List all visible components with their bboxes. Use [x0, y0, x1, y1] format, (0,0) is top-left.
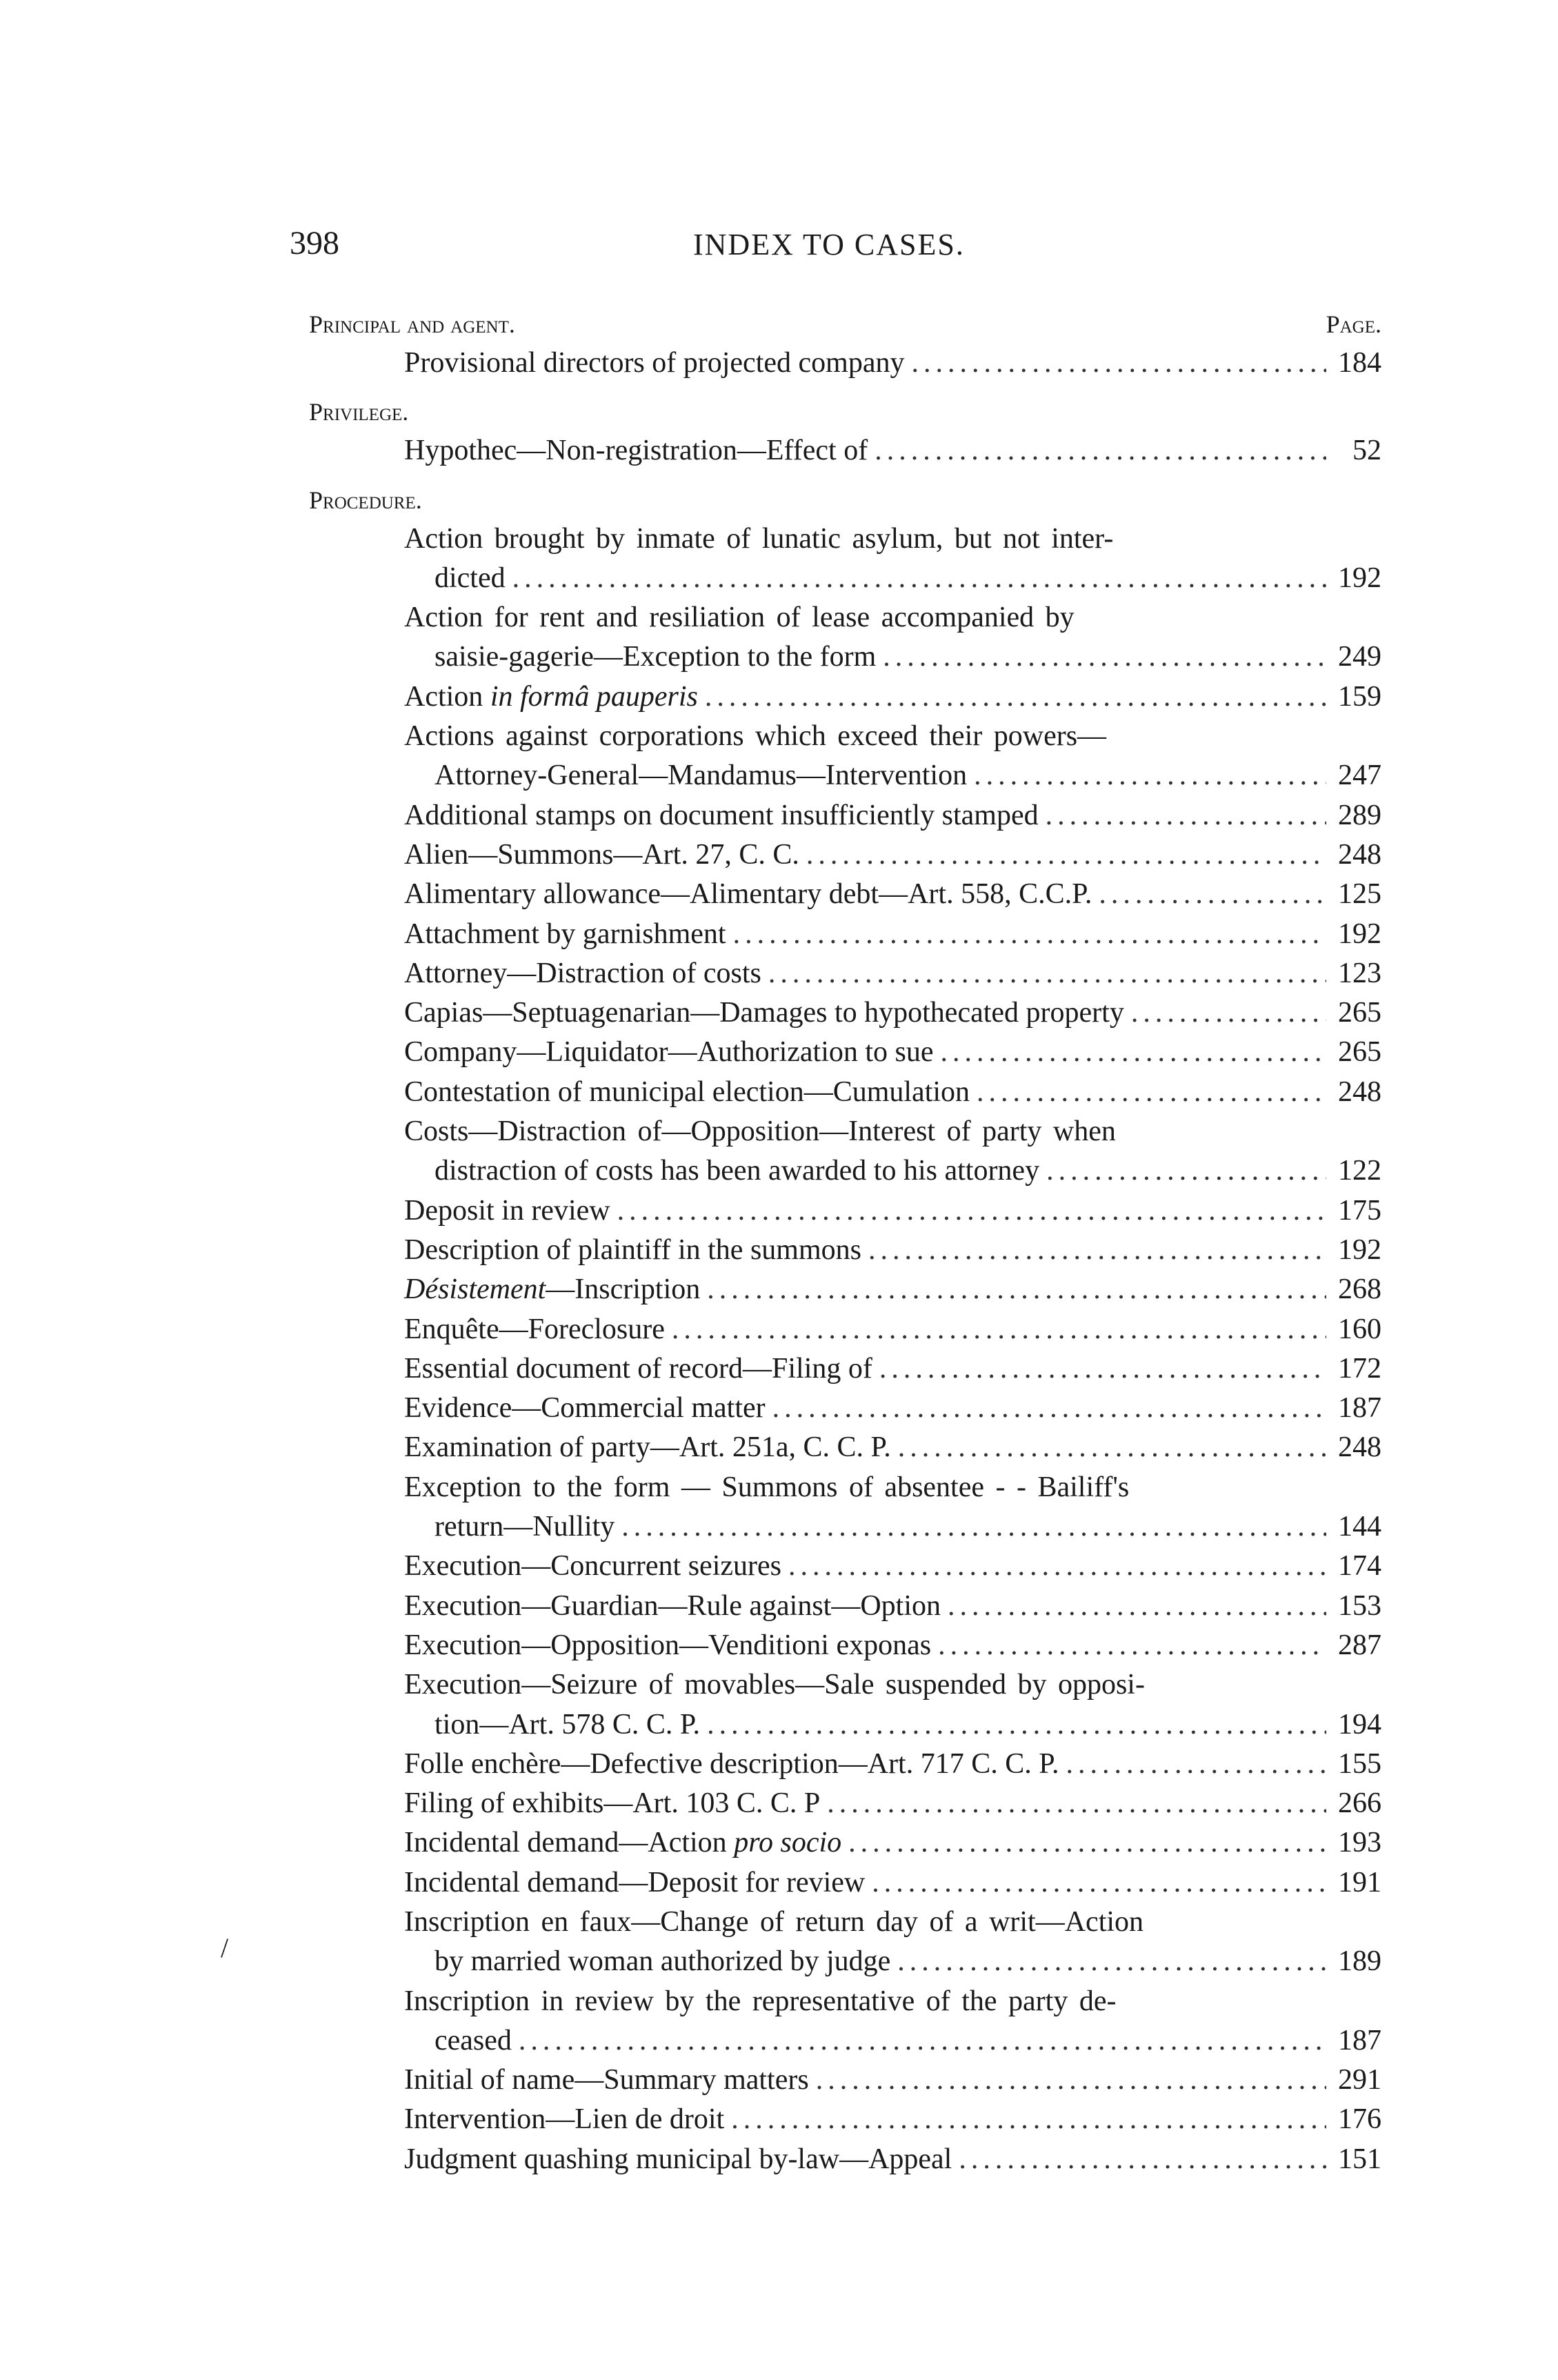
dot-leader: [938, 1626, 1326, 1665]
entry-text: Deposit in review: [404, 1194, 610, 1227]
entry-text: Inscription en faux—Change of return day of a writ—Action: [404, 1905, 1144, 1938]
index-entry: [309, 1389, 1381, 1428]
entry-page-number: 174: [1338, 1550, 1381, 1583]
dot-leader: [898, 1428, 1326, 1467]
dot-leader: [707, 1705, 1326, 1745]
section-heading-text: Privilege.: [309, 398, 409, 426]
page-header: [290, 224, 1379, 279]
entry-text: Execution—Opposition—Venditioni exponas: [404, 1629, 932, 1661]
entry-line: [404, 1468, 1381, 1507]
margin-mark: /: [221, 1932, 229, 1963]
dot-leader: [941, 1033, 1326, 1072]
entry-page-number: 52: [1352, 435, 1381, 467]
index-entry: [309, 717, 1381, 796]
entry-line: [404, 1033, 1381, 1072]
dot-leader: [519, 2021, 1326, 2061]
entry-continuation-line: [404, 1942, 1381, 1981]
entry-text: Execution—Guardian—Rule against—Option: [404, 1589, 941, 1622]
entry-page-number: 194: [1338, 1708, 1381, 1741]
entry-text: Désistement—Inscription: [404, 1273, 701, 1306]
entry-text: by married woman authorized by judge: [435, 1945, 891, 1978]
index-entry: [309, 1626, 1381, 1665]
entry-line: [404, 1587, 1381, 1626]
index-entry: [309, 993, 1381, 1033]
entry-page-number: 192: [1338, 1233, 1381, 1266]
entry-page-number: 160: [1338, 1313, 1381, 1345]
entry-text: Action for rent and resiliation of lease accompanied by: [404, 602, 1075, 634]
entry-text: Company—Liquidator—Authorization to sue: [404, 1036, 934, 1069]
index-entry: [309, 1903, 1381, 1982]
section-heading: [309, 391, 1381, 431]
index-entry: [309, 344, 1381, 383]
entry-line: [404, 431, 1381, 470]
dot-leader: [705, 677, 1326, 717]
entry-continuation-line: [404, 559, 1381, 598]
index-entry: [309, 677, 1381, 717]
entry-text: Incidental demand—Deposit for review: [404, 1866, 866, 1898]
index-entry: [309, 2061, 1381, 2100]
dot-leader: [1099, 875, 1326, 914]
dot-leader: [672, 1310, 1326, 1349]
entry-page-number: 187: [1338, 1392, 1381, 1425]
dot-leader: [883, 637, 1326, 677]
dot-leader: [868, 1231, 1326, 1270]
entry-text: Contestation of municipal election—Cumulation: [404, 1075, 970, 1108]
entry-page-number: 187: [1338, 2024, 1381, 2056]
dot-leader: [875, 431, 1326, 470]
entry-page-number: 193: [1338, 1827, 1381, 1859]
index-entry: [309, 875, 1381, 914]
entry-text: Intervention—Lien de droit: [404, 2103, 725, 2136]
entry-page-number: 184: [1338, 347, 1381, 379]
entry-page-number: 153: [1338, 1589, 1381, 1622]
index-entry: [309, 1428, 1381, 1467]
entry-text: Filing of exhibits—Art. 103 C. C. P: [404, 1787, 821, 1820]
dot-leader: [974, 756, 1326, 795]
entry-text: Execution—Seizure of movables—Sale suspended by opposi-: [404, 1669, 1145, 1701]
entry-line: [404, 519, 1381, 559]
entry-page-number: 289: [1338, 799, 1381, 831]
entry-text: Attachment by garnishment: [404, 918, 726, 950]
entry-page-number: 172: [1338, 1352, 1381, 1385]
entry-line: [404, 1428, 1381, 1467]
entry-page-number: 265: [1338, 1036, 1381, 1069]
entry-line: [404, 1270, 1381, 1309]
entry-text: Capias—Septuagenarian—Damages to hypothecated property: [404, 997, 1124, 1029]
entry-line: [404, 598, 1381, 637]
dot-leader: [1046, 796, 1326, 835]
index-entry: [309, 2140, 1381, 2179]
index-entry: [309, 1349, 1381, 1389]
entry-text: Attorney—Distraction of costs: [404, 957, 761, 989]
entry-page-number: 151: [1338, 2143, 1381, 2175]
dot-leader: [621, 1507, 1326, 1547]
index-entry: [309, 1863, 1381, 1903]
entry-text: Exception to the form — Summons of absentee - - Bailiff's: [404, 1471, 1130, 1503]
entry-line: [404, 993, 1381, 1033]
index-entry: [309, 796, 1381, 835]
entry-page-number: 159: [1338, 680, 1381, 713]
entry-line: [404, 1191, 1381, 1231]
entry-line: [404, 796, 1381, 835]
index-entry: [309, 1270, 1381, 1309]
index-entry: [309, 1745, 1381, 1784]
dot-leader: [948, 1587, 1326, 1626]
entry-text: Essential document of record—Filing of: [404, 1352, 872, 1385]
index-entry: [309, 835, 1381, 875]
index-entry: [309, 1784, 1381, 1823]
entry-page-number: 268: [1338, 1273, 1381, 1306]
index-entry: [309, 598, 1381, 677]
entry-text: distraction of costs has been awarded to his attorney: [435, 1155, 1040, 1187]
entry-line: [404, 1349, 1381, 1389]
dot-leader: [806, 835, 1326, 875]
entry-text: Additional stamps on document insufficiently stamped: [404, 799, 1039, 831]
dot-leader: [959, 2140, 1326, 2179]
page-number: 398: [290, 225, 339, 261]
entry-page-number: 248: [1338, 838, 1381, 871]
entry-page-number: 248: [1338, 1075, 1381, 1108]
index-entry: [309, 1191, 1381, 1231]
page-column-label: Page.: [1326, 310, 1381, 338]
dot-leader: [772, 1389, 1326, 1428]
entry-page-number: 191: [1338, 1866, 1381, 1898]
entry-text: Judgment quashing municipal by-law—Appeal: [404, 2143, 952, 2175]
entry-text: Action brought by inmate of lunatic asylum, but not inter-: [404, 522, 1114, 555]
entry-page-number: 123: [1338, 957, 1381, 989]
entry-line: [404, 1665, 1381, 1705]
index-entry: [309, 519, 1381, 599]
dot-leader: [707, 1270, 1326, 1309]
entry-page-number: 265: [1338, 997, 1381, 1029]
entry-line: [404, 1745, 1381, 1784]
entry-text: ceased: [435, 2024, 512, 2056]
entry-page-number: 247: [1338, 760, 1381, 792]
entry-line: [404, 875, 1381, 914]
section-heading: [309, 304, 1381, 344]
index-entry: [309, 1665, 1381, 1745]
entry-page-number: 175: [1338, 1194, 1381, 1227]
dot-leader: [731, 2100, 1326, 2139]
dot-leader: [512, 559, 1326, 598]
dot-leader: [1046, 1151, 1326, 1191]
entry-text: Examination of party—Art. 251a, C. C. P.: [404, 1431, 891, 1464]
entry-text: Costs—Distraction of—Opposition—Interest of party when: [404, 1115, 1116, 1148]
section-heading-text: Principal and agent.: [309, 310, 515, 338]
entry-text: Folle enchère—Defective description—Art. 717 C. C. P.: [404, 1747, 1059, 1780]
dot-leader: [827, 1784, 1326, 1823]
entry-text: Attorney-General—Mandamus—Intervention: [435, 760, 968, 792]
section-heading: [309, 479, 1381, 519]
index-entry: [309, 431, 1381, 470]
entry-line: [404, 1231, 1381, 1270]
section-heading-text: Procedure.: [309, 486, 422, 514]
entry-page-number: 287: [1338, 1629, 1381, 1661]
entry-continuation-line: [404, 2021, 1381, 2061]
entry-line: [404, 954, 1381, 993]
entry-line: [404, 1547, 1381, 1586]
entry-text: Description of plaintiff in the summons: [404, 1233, 861, 1266]
index-entry: [309, 1547, 1381, 1586]
dot-leader: [872, 1863, 1326, 1903]
index-entry: [309, 2100, 1381, 2139]
index-entry: [309, 1310, 1381, 1349]
entry-text: Actions against corporations which exceed their powers—: [404, 720, 1107, 753]
entry-text: Inscription in review by the representative of the party de-: [404, 1985, 1117, 2017]
entry-text: Execution—Concurrent seizures: [404, 1550, 781, 1583]
entry-text: return—Nullity: [435, 1511, 615, 1543]
dot-leader: [788, 1547, 1326, 1586]
index-entry: [309, 1073, 1381, 1112]
entry-text: Incidental demand—Action pro socio: [404, 1827, 842, 1859]
dot-leader: [911, 344, 1326, 383]
entry-line: [404, 2100, 1381, 2139]
index-entry: [309, 1587, 1381, 1626]
entry-page-number: 192: [1338, 918, 1381, 950]
entry-line: [404, 1626, 1381, 1665]
entry-line: [404, 1823, 1381, 1863]
index-content: [309, 304, 1381, 2179]
entry-line: [404, 2140, 1381, 2179]
entry-text: dicted: [435, 562, 506, 594]
entry-page-number: 125: [1338, 878, 1381, 911]
entry-page-number: 192: [1338, 562, 1381, 594]
entry-line: [404, 1112, 1381, 1151]
entry-continuation-line: [404, 1705, 1381, 1745]
dot-leader: [897, 1942, 1326, 1981]
entry-page-number: 122: [1338, 1155, 1381, 1187]
entry-text: Alimentary allowance—Alimentary debt—Art. 558, C.C.P.: [404, 878, 1092, 911]
entry-page-number: 266: [1338, 1787, 1381, 1820]
entry-line: [404, 717, 1381, 756]
entry-page-number: 189: [1338, 1945, 1381, 1978]
entry-line: [404, 1903, 1381, 1942]
entry-continuation-line: [404, 756, 1381, 795]
entry-text: Evidence—Commercial matter: [404, 1392, 766, 1425]
entry-line: [404, 1310, 1381, 1349]
entry-continuation-line: [404, 1507, 1381, 1547]
dot-leader: [848, 1823, 1326, 1863]
entry-line: [404, 1784, 1381, 1823]
index-entry: [309, 1468, 1381, 1547]
entry-page-number: 144: [1338, 1511, 1381, 1543]
index-entry: [309, 1823, 1381, 1863]
entry-line: [404, 677, 1381, 717]
entry-text: Hypothec—Non-registration—Effect of: [404, 435, 868, 467]
entry-line: [404, 1073, 1381, 1112]
entry-line: [404, 1863, 1381, 1903]
index-entry: [309, 1112, 1381, 1191]
entry-text: tion—Art. 578 C. C. P.: [435, 1708, 701, 1741]
dot-leader: [1131, 993, 1326, 1033]
entry-line: [404, 835, 1381, 875]
entry-page-number: 249: [1338, 641, 1381, 673]
running-head: INDEX TO CASES.: [693, 228, 965, 261]
entry-text: Alien—Summons—Art. 27, C. C.: [404, 838, 799, 871]
entry-text: Enquête—Foreclosure: [404, 1313, 665, 1345]
entry-page-number: 291: [1338, 2064, 1381, 2096]
entry-line: [404, 915, 1381, 954]
dot-leader: [977, 1073, 1326, 1112]
dot-leader: [733, 915, 1326, 954]
dot-leader: [879, 1349, 1326, 1389]
index-entry: [309, 1982, 1381, 2061]
entry-page-number: 155: [1338, 1747, 1381, 1780]
entry-continuation-line: [404, 637, 1381, 677]
index-entry: [309, 915, 1381, 954]
entry-text: saisie-gagerie—Exception to the form: [435, 641, 877, 673]
dot-leader: [768, 954, 1326, 993]
index-entry: [309, 1033, 1381, 1072]
entry-page-number: 176: [1338, 2103, 1381, 2136]
entry-line: [404, 1982, 1381, 2021]
entry-continuation-line: [404, 1151, 1381, 1191]
index-entry: [309, 1231, 1381, 1270]
entry-text: Provisional directors of projected company: [404, 347, 905, 379]
entry-line: [404, 1389, 1381, 1428]
dot-leader: [617, 1191, 1326, 1231]
entry-text: Action in formâ pauperis: [404, 680, 698, 713]
entry-page-number: 248: [1338, 1431, 1381, 1464]
dot-leader: [816, 2061, 1326, 2100]
entry-line: [404, 2061, 1381, 2100]
index-entry: [309, 954, 1381, 993]
entry-line: [404, 344, 1381, 383]
entry-text: Initial of name—Summary matters: [404, 2064, 809, 2096]
dot-leader: [1066, 1745, 1326, 1784]
